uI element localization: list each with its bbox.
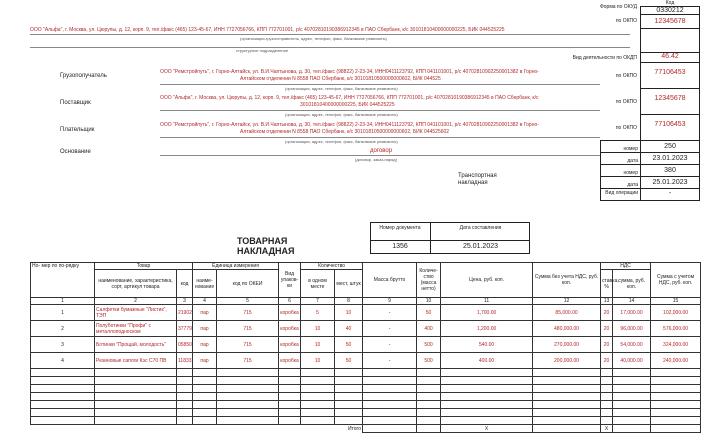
table-row: [31, 321, 701, 337]
vat-rate: 20: [601, 305, 613, 321]
qty-places: 10: [335, 305, 363, 321]
org-okpo-value: 12345678: [654, 18, 686, 25]
table-row: [31, 353, 701, 369]
empty-row: [31, 377, 701, 385]
qty-places: 50: [335, 353, 363, 369]
sum-total: 324,000.00: [651, 337, 701, 353]
col-number: 3: [177, 298, 193, 305]
goods-code: 11833: [177, 353, 193, 369]
col-number: 8: [335, 298, 363, 305]
payer-line1: ООО "Ремстройпуть", г. Горно-Алтайск, ул. В.И.Чаптынова, д. 30, тел./факс (98822) 2-23-34, ИНН0411123792, КПП 041101001, р/с 40702810902250001382 в Горно-: [160, 122, 539, 128]
total-x-rate: X: [601, 425, 613, 433]
payer-code: 77106453: [654, 121, 686, 128]
qty-one: 10: [301, 353, 335, 369]
net-qty: 500: [417, 353, 441, 369]
goods-name: Салфетки бумажные "Листик", ТЭП: [95, 305, 177, 321]
vat-sum: 54,000.00: [613, 337, 651, 353]
row-number: 4: [31, 353, 95, 369]
col-net-header: Количе-ство (масса нетто): [417, 263, 441, 298]
basis-caption: (договор, заказ-наряд): [355, 157, 397, 162]
gross-weight: -: [363, 305, 417, 321]
col-unit-header: Единица измерения: [193, 263, 279, 270]
empty-row: [31, 417, 701, 425]
doc-date-value: 25.01.2023: [462, 243, 499, 250]
consignee-label: Грузополучатель: [60, 73, 107, 79]
basis-value: договор: [370, 148, 393, 154]
totals-row: [31, 425, 701, 433]
tn-date-label: дата: [627, 182, 638, 188]
supplier-label: Поставщик: [60, 100, 91, 106]
total-x-price: X: [441, 425, 533, 433]
payer-okpo-label: по ОКПО: [615, 125, 637, 131]
vat-rate: 20: [601, 321, 613, 337]
price: 1,200.00: [441, 321, 533, 337]
tn-date-value: 25.01.2023: [652, 179, 688, 186]
table-row: [31, 305, 701, 321]
payer-line2: Алтайском отделении N 8558 ПАО Сбербанк, к/с 30101810500000000602, БИК 044525602: [240, 129, 450, 135]
gross-weight: -: [363, 321, 417, 337]
empty-row: [31, 369, 701, 377]
col-number: 12: [533, 298, 601, 305]
col-number: 6: [279, 298, 301, 305]
sum-total: 240,000.00: [651, 353, 701, 369]
unit-name: пар: [193, 337, 217, 353]
codes-header: Код: [665, 0, 675, 6]
goods-code: 05850: [177, 337, 193, 353]
empty-row: [31, 409, 701, 417]
col-goods-name-header: наименование, характеристика, сорт, артикул товара: [95, 270, 177, 298]
col-qty-one-header: в одном месте: [301, 270, 335, 298]
payer-caption: (организация, адрес, телефон, факс, банковские реквизиты): [285, 139, 398, 144]
vat-sum: 96,000.00: [613, 321, 651, 337]
col-number: 13: [601, 298, 613, 305]
empty-row: [31, 401, 701, 409]
net-qty: 500: [417, 337, 441, 353]
supplier-code: 12345678: [654, 95, 686, 102]
basis-date-label: дата: [627, 158, 638, 164]
goods-code: 21902: [177, 305, 193, 321]
col-sum-novat-header: Сумма без учета НДС, руб. коп.: [533, 263, 601, 298]
consignee-line1: ООО "Ремстройпуть", г. Горно-Алтайск, ул. В.И.Чаптынова, д. 30, тел./факс (98822) 2-23-34, ИНН0411123792, КПП 041101001, р/с 40702810902250001382 в Горно-: [160, 69, 539, 75]
goods-code: 37779: [177, 321, 193, 337]
col-number: 2: [95, 298, 177, 305]
qty-one: 10: [301, 321, 335, 337]
unit-code: 715: [217, 353, 279, 369]
supplier-line1: ООО "Альфа", г. Москва, ул. Цюрупы, д. 12, корп. 9, тел./факс (465) 123-45-67, ИНН 7727056766, КПП 772701001, р/с 40702810190386912345 в ПАО Сбербанк, к/с: [160, 95, 539, 101]
consignee-okpo-label: по ОКПО: [615, 73, 637, 79]
col-number: 15: [651, 298, 701, 305]
col-number: 7: [301, 298, 335, 305]
col-goods-code-header: код: [177, 270, 193, 298]
empty-row: [31, 393, 701, 401]
col-vat-rate-header: ставка, %: [601, 270, 613, 298]
row-number: 3: [31, 337, 95, 353]
qty-one: 10: [301, 337, 335, 353]
doc-date-header: Дата составления: [459, 225, 502, 231]
col-number: 9: [363, 298, 417, 305]
form-okud-label: Форма по ОКУД: [599, 4, 637, 10]
total-label: Итого: [347, 425, 362, 432]
form-okud-value: 0330212: [656, 7, 684, 14]
doc-number-header: Номер документа: [379, 225, 421, 231]
col-unit-name-header: наиме-нование: [193, 270, 217, 298]
goods-name: Полуботинки "Профи" с металлоподноском: [95, 321, 177, 337]
col-number: 5: [217, 298, 279, 305]
supplier-line2: 30101810400000000225, БИК 044525225: [300, 102, 395, 108]
price: 540.00: [441, 337, 533, 353]
doc-title-line1: ТОВАРНАЯ: [237, 236, 288, 246]
col-pack-header: Вид упаков-ки: [279, 263, 301, 298]
row-number: 1: [31, 305, 95, 321]
pack-type: коробка: [279, 305, 301, 321]
goods-table: [30, 262, 701, 433]
gross-weight: -: [363, 337, 417, 353]
sum-total: 102,000.00: [651, 305, 701, 321]
col-number: 4: [193, 298, 217, 305]
price: 400.00: [441, 353, 533, 369]
col-gross-header: Масса брутто: [363, 263, 417, 298]
col-total-header: Сумма с учетом НДС, руб. коп.: [651, 263, 701, 298]
sum-novat: 85,000.00: [533, 305, 601, 321]
doc-number-value: 1356: [392, 243, 408, 250]
basis-label: Основание: [60, 149, 91, 155]
unit-code: 715: [217, 305, 279, 321]
subdivision-caption: структурное подразделение: [236, 48, 289, 53]
col-number: 10: [417, 298, 441, 305]
supplier-caption: (организация, адрес, телефон, факс, банковские реквизиты): [285, 112, 398, 117]
org-details: ООО "Альфа", г. Москва, ул. Цюрупы, д. 12, корп. 9, тел./факс (465) 123-45-67, ИНН 7727056766, КПП 772701001, р/с 40702810190386912345 в ПАО Сбербанк, к/с 30101810400000000225, БИК 044525225: [30, 27, 505, 33]
col-number: 1: [31, 298, 95, 305]
okpo-label: по ОКПО: [615, 18, 637, 24]
goods-name: Резиновые сапоги Кэс С70 ПВ: [95, 353, 177, 369]
pack-type: коробка: [279, 353, 301, 369]
qty-one: 5: [301, 305, 335, 321]
operation-value: -: [668, 190, 672, 197]
supplier-okpo-label: по ОКПО: [615, 99, 637, 105]
basis-number-value: 250: [664, 143, 676, 150]
org-caption: (организация-грузоотправитель, адрес, телефон, факс, банковские реквизиты): [240, 36, 387, 41]
vat-sum: 40,000.00: [613, 353, 651, 369]
qty-places: 50: [335, 337, 363, 353]
vat-rate: 20: [601, 337, 613, 353]
sum-total: 576,000.00: [651, 321, 701, 337]
col-number: 11: [441, 298, 533, 305]
gross-weight: -: [363, 353, 417, 369]
consignee-caption: (организация, адрес, телефон, факс, банковские реквизиты): [285, 86, 398, 91]
unit-name: пар: [193, 353, 217, 369]
table-row: [31, 337, 701, 353]
basis-date-value: 23.01.2023: [652, 155, 688, 162]
unit-code: 715: [217, 321, 279, 337]
activity-code: 46.42: [661, 53, 679, 60]
vat-sum: 17,000.00: [613, 305, 651, 321]
sum-novat: 200,000.00: [533, 353, 601, 369]
qty-places: 40: [335, 321, 363, 337]
col-qty-header: Количество: [301, 263, 363, 270]
consignee-code: 77106453: [654, 69, 686, 76]
column-numbers-row: [31, 298, 701, 305]
net-qty: 50: [417, 305, 441, 321]
pack-type: коробка: [279, 321, 301, 337]
net-qty: 400: [417, 321, 441, 337]
payer-label: Плательщик: [60, 127, 95, 133]
col-vat-sum-header: сумма, руб. коп.: [613, 270, 651, 298]
basis-number-label: номер: [623, 146, 638, 152]
unit-code: 715: [217, 337, 279, 353]
transport-label: Транспортная накладная: [458, 173, 497, 186]
price: 1,700.00: [441, 305, 533, 321]
doc-title-line2: НАКЛАДНАЯ: [237, 246, 295, 256]
vat-rate: 20: [601, 353, 613, 369]
goods-name: Ботинки "Прощай, молодость": [95, 337, 177, 353]
col-unit-code-header: код по ОКЕИ: [217, 270, 279, 298]
tn-number-label: номер: [623, 170, 638, 176]
sum-novat: 270,000.00: [533, 337, 601, 353]
col-price-header: Цена, руб. коп.: [441, 263, 533, 298]
activity-label: Вид деятельности по ОКДП: [572, 55, 637, 61]
operation-label: Вид операции: [605, 190, 638, 196]
col-rownum-header: Но- мер по по-рядку: [31, 263, 95, 298]
unit-name: пар: [193, 321, 217, 337]
empty-row: [31, 385, 701, 393]
row-number: 2: [31, 321, 95, 337]
pack-type: коробка: [279, 337, 301, 353]
consignee-line2: Алтайском отделении N 8558 ПАО Сбербанк, к/с 30101810500000000602, БИК 044525: [240, 76, 441, 82]
col-qty-places-header: мест, штук: [335, 270, 363, 298]
col-vat-header: НДС: [601, 263, 651, 270]
unit-name: пар: [193, 305, 217, 321]
col-goods-header: Товар: [95, 263, 193, 270]
col-number: 14: [613, 298, 651, 305]
sum-novat: 480,000.00: [533, 321, 601, 337]
tn-number-value: 380: [664, 167, 676, 174]
